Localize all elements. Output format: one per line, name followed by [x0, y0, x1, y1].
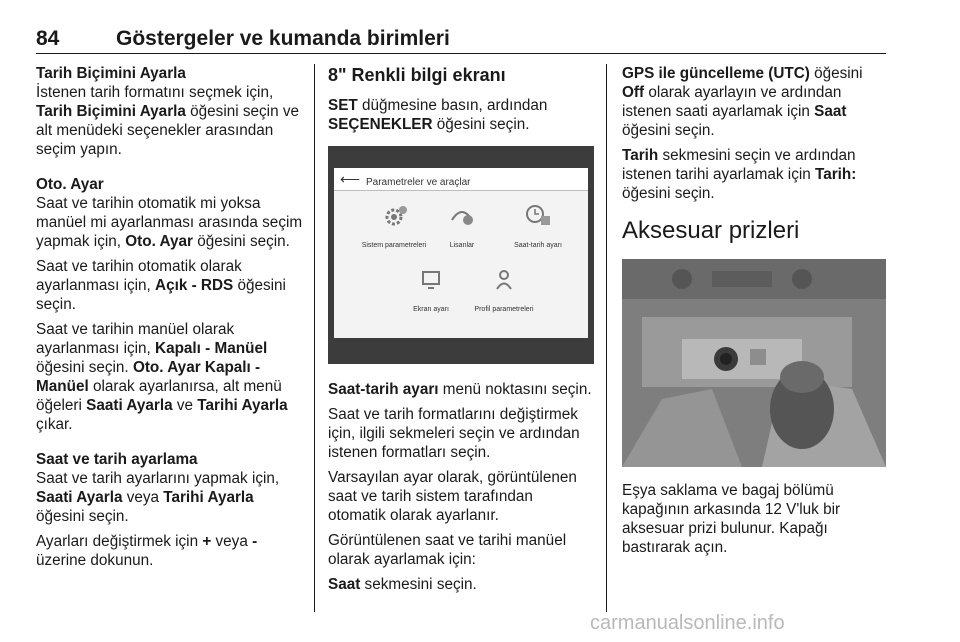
heading-saat-tarih: Saat ve tarih ayarlama — [36, 451, 198, 468]
paragraph: İstenen tarih formatını seçmek için, Tarih Biçimini Ayarla öğesini seçin ve alt menüdeki seçenekler arasından seçim yapın. — [36, 84, 299, 158]
page-header — [36, 27, 888, 53]
paragraph: Varsayılan ayar olarak, görüntülenen saat ve tarih sistem tarafından otomatik olarak ayarlanır. — [328, 469, 577, 524]
column-divider — [606, 64, 607, 612]
paragraph: Ayarları değiştirmek için + veya - üzerine dokunun. — [36, 533, 258, 569]
paragraph: Saat ve tarihin manüel olarak ayarlanması için, Kapalı - Manüel öğesini seçin. Oto. Ayar Kapalı - Manüel olarak ayarlanırsa, alt menü öğeleri Saati Ayarla ve Tarihi Ayarla çıkar. — [36, 321, 288, 433]
paragraph: Saat ve tarih formatlarını değiştirmek için, ilgili sekmeleri seçin ve ardından istenen formatları seçin. — [328, 406, 580, 461]
paragraph: Saat ve tarihin otomatik mi yoksa manüel mi ayarlanması arasında seçim yapmak için, Oto. Ayar öğesini seçin. — [36, 195, 303, 250]
gear-icon — [379, 204, 409, 228]
chapter-title: Göstergeler ve kumanda birimleri — [116, 27, 450, 50]
paragraph: Saat-tarih ayarı menü noktasını seçin. — [328, 381, 592, 398]
paragraph: Saat ve tarih ayarlarını yapmak için, Saati Ayarla veya Tarihi Ayarla öğesini seçin. — [36, 470, 280, 525]
page-number: 84 — [36, 27, 60, 50]
watermark: carmanualsonline.info — [590, 612, 785, 634]
screen-content — [334, 168, 588, 338]
profile-icon — [489, 268, 519, 292]
header-rule — [36, 53, 886, 54]
monitor-icon — [416, 268, 446, 292]
language-icon — [447, 204, 477, 228]
section-heading: Aksesuar prizleri — [622, 217, 800, 244]
column-3 — [622, 64, 886, 563]
paragraph: Saat sekmesini seçin. — [328, 576, 477, 593]
paragraph: Tarih sekmesini seçin ve ardından istenen tarihi ayarlamak için Tarih: öğesini seçin. — [622, 147, 857, 202]
column-divider — [314, 64, 315, 612]
heading-tarih-bicimi: Tarih Biçimini Ayarla — [36, 65, 186, 82]
paragraph: Görüntülenen saat ve tarihi manüel olarak ayarlamak için: — [328, 532, 567, 568]
paragraph: Saat ve tarihin otomatik olarak ayarlanması için, Açık - RDS öğesini seçin. — [36, 258, 286, 313]
column-2 — [328, 64, 594, 600]
accessory-socket-photo — [622, 259, 886, 467]
heading-oto-ayar: Oto. Ayar — [36, 176, 104, 193]
screen-item-ekran: Ekran ayarı — [391, 268, 471, 319]
screen-item-saat-tarih: Saat-tarih ayarı — [498, 204, 578, 255]
column-1 — [36, 64, 304, 576]
paragraph: SET düğmesine basın, ardından SEÇENEKLER öğesini seçin. — [328, 97, 548, 133]
screen-title: Parametreler ve araçlar — [366, 177, 471, 188]
screen-title-bar — [334, 168, 588, 191]
arrow-left-icon: ⟵ — [340, 171, 361, 187]
screen-item-profil: Profil parametreleri — [464, 268, 544, 319]
paragraph: Eşya saklama ve bagaj bölümü kapağının arkasında 12 V'luk bir aksesuar prizi bulunur. Kapağı bastırarak açın. — [622, 482, 841, 556]
screen-item-sistem: Sistem parametreleri — [354, 204, 434, 255]
section-heading: 8" Renkli bilgi ekranı — [328, 65, 506, 85]
screen-item-lisanlar: Lisanlar — [422, 204, 502, 255]
clock-calendar-icon — [523, 204, 553, 228]
paragraph: GPS ile güncelleme (UTC) öğesini Off olarak ayarlayın ve ardından istenen saati ayarlamak için Saat öğesini seçin. — [622, 65, 863, 139]
display-screenshot — [328, 146, 594, 364]
